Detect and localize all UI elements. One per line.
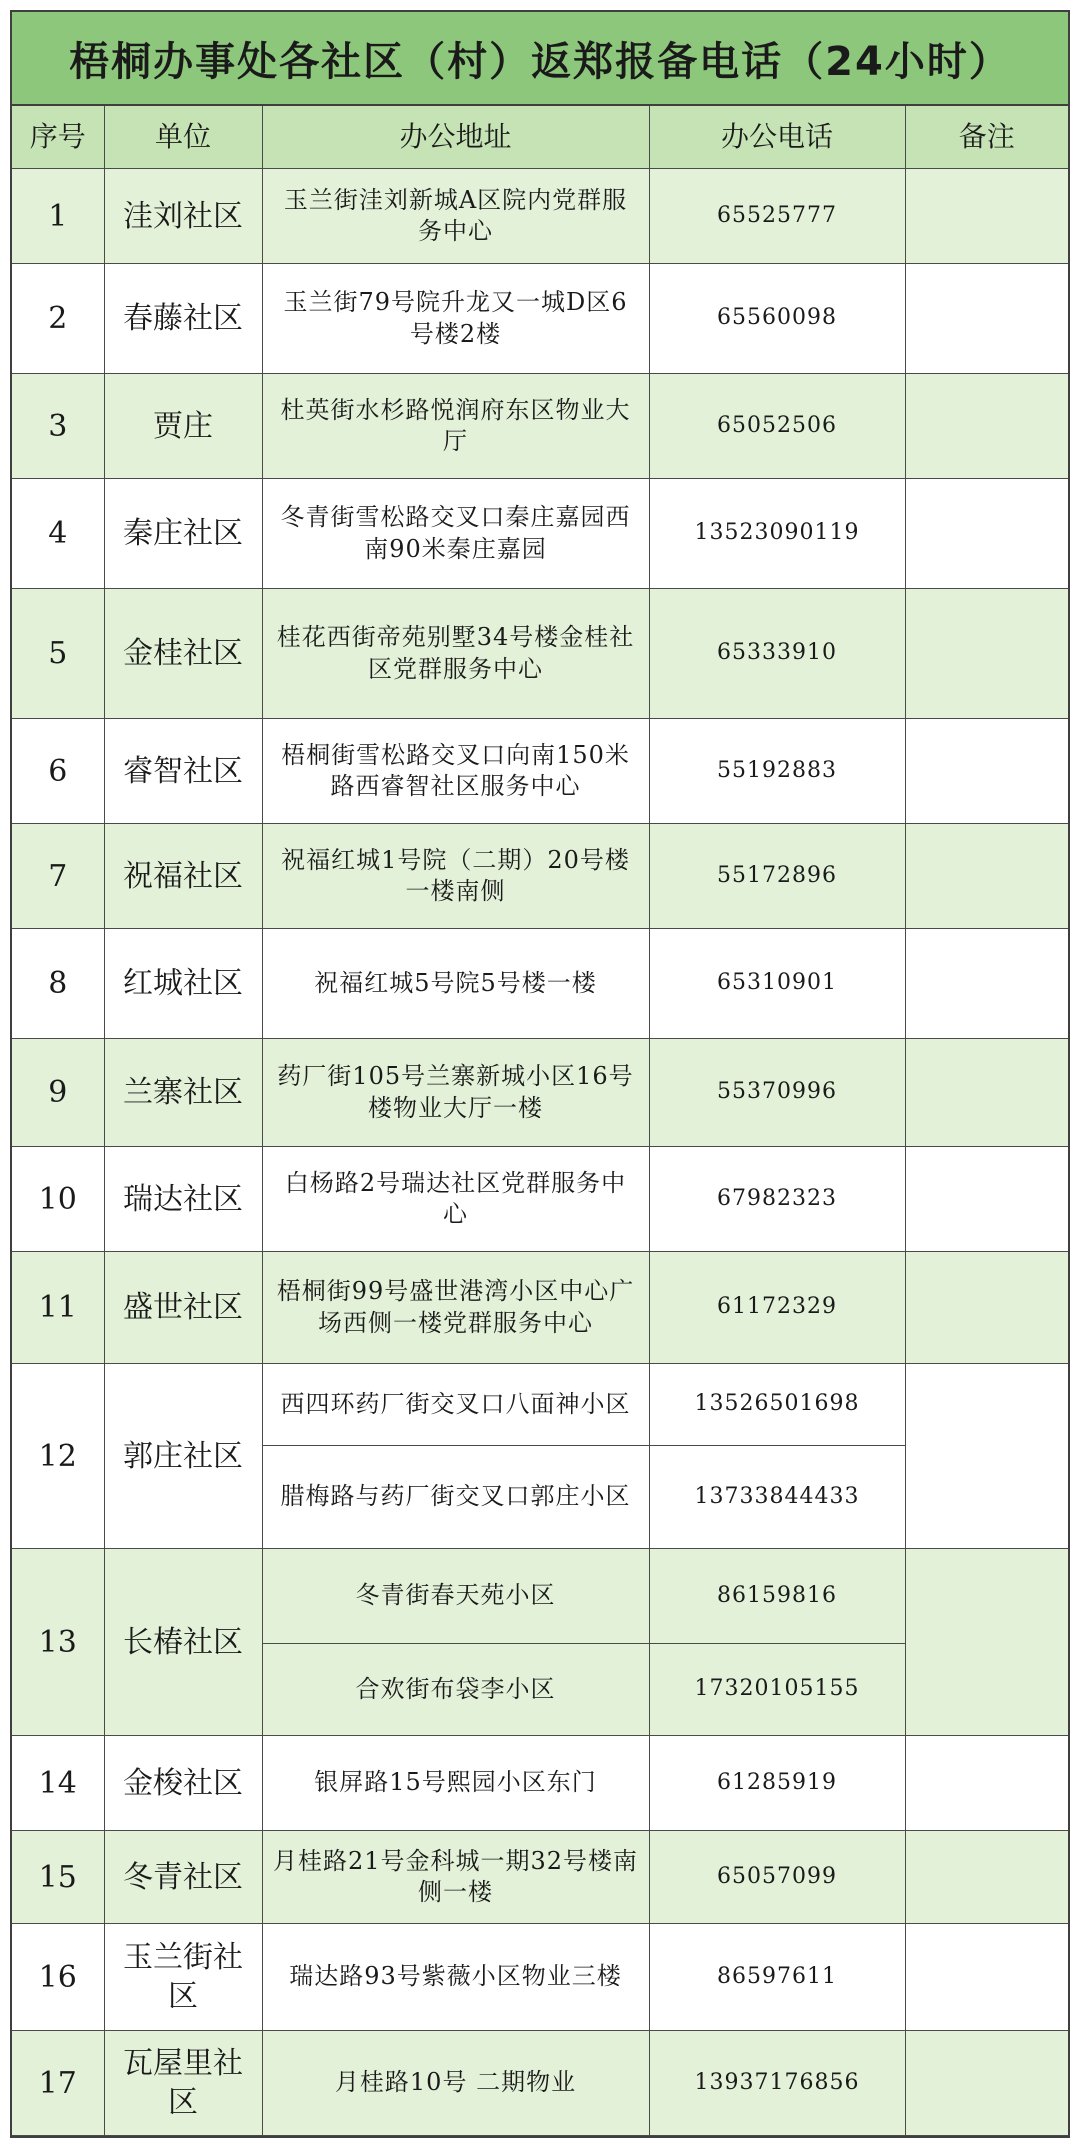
row-address: 冬青街春天苑小区 xyxy=(262,1549,649,1644)
row-note xyxy=(905,824,1068,929)
row-phone: 13523090119 xyxy=(649,479,905,589)
row-address: 冬青街雪松路交叉口秦庄嘉园西南90米秦庄嘉园 xyxy=(262,479,649,589)
row-seq: 13 xyxy=(12,1549,104,1736)
row-phone: 86159816 xyxy=(649,1549,905,1644)
row-note xyxy=(905,1736,1068,1831)
table-row xyxy=(12,589,1068,719)
row-seq: 4 xyxy=(12,479,104,589)
row-address: 玉兰街洼刘新城A区院内党群服务中心 xyxy=(262,169,649,264)
row-phone: 55172896 xyxy=(649,824,905,929)
row-phone: 67982323 xyxy=(649,1147,905,1252)
row-note xyxy=(905,1147,1068,1252)
row-seq: 11 xyxy=(12,1252,104,1364)
row-unit: 春藤社区 xyxy=(104,264,262,374)
row-seq: 2 xyxy=(12,264,104,374)
sheet-title: 梧桐办事处各社区（村）返郑报备电话（24小时） xyxy=(12,12,1068,106)
row-note xyxy=(905,1924,1068,2031)
row-note xyxy=(905,264,1068,374)
row-unit: 瓦屋里社区 xyxy=(104,2031,262,2136)
row-unit: 秦庄社区 xyxy=(104,479,262,589)
row-address: 药厂街105号兰寨新城小区16号楼物业大厅一楼 xyxy=(262,1039,649,1147)
row-phone: 61285919 xyxy=(649,1736,905,1831)
row-seq: 6 xyxy=(12,719,104,824)
row-note xyxy=(905,929,1068,1039)
row-phone: 65525777 xyxy=(649,169,905,264)
table-row xyxy=(12,1252,1068,1364)
row-unit: 金梭社区 xyxy=(104,1736,262,1831)
row-unit: 红城社区 xyxy=(104,929,262,1039)
row-phone: 65560098 xyxy=(649,264,905,374)
row-note xyxy=(905,1039,1068,1147)
contact-table xyxy=(12,106,1068,2136)
table-row xyxy=(12,929,1068,1039)
row-unit: 郭庄社区 xyxy=(104,1364,262,1549)
table-row xyxy=(12,169,1068,264)
row-address: 杜英街水杉路悦润府东区物业大厅 xyxy=(262,374,649,479)
table-row xyxy=(12,2031,1068,2136)
row-phone: 55370996 xyxy=(649,1039,905,1147)
row-phone: 17320105155 xyxy=(649,1644,905,1736)
row-unit: 盛世社区 xyxy=(104,1252,262,1364)
table-row xyxy=(12,1736,1068,1831)
row-address: 西四环药厂街交叉口八面神小区 xyxy=(262,1364,649,1446)
row-address: 祝福红城1号院（二期）20号楼一楼南侧 xyxy=(262,824,649,929)
row-phone: 65310901 xyxy=(649,929,905,1039)
table-row xyxy=(12,1924,1068,2031)
table-row xyxy=(12,719,1068,824)
row-note xyxy=(905,169,1068,264)
row-address: 合欢街布袋李小区 xyxy=(262,1644,649,1736)
row-unit: 睿智社区 xyxy=(104,719,262,824)
header-note: 备注 xyxy=(905,106,1068,169)
contact-sheet xyxy=(10,10,1070,2138)
row-unit: 金桂社区 xyxy=(104,589,262,719)
row-phone: 65333910 xyxy=(649,589,905,719)
row-phone: 55192883 xyxy=(649,719,905,824)
table-row xyxy=(12,1364,1068,1446)
row-phone: 13937176856 xyxy=(649,2031,905,2136)
row-phone: 65052506 xyxy=(649,374,905,479)
row-note xyxy=(905,374,1068,479)
row-note xyxy=(905,1831,1068,1924)
row-seq: 3 xyxy=(12,374,104,479)
row-address: 瑞达路93号紫薇小区物业三楼 xyxy=(262,1924,649,2031)
table-row xyxy=(12,374,1068,479)
row-address: 梧桐街99号盛世港湾小区中心广场西侧一楼党群服务中心 xyxy=(262,1252,649,1364)
row-unit: 长椿社区 xyxy=(104,1549,262,1736)
row-phone: 65057099 xyxy=(649,1831,905,1924)
row-address: 月桂路21号金科城一期32号楼南侧一楼 xyxy=(262,1831,649,1924)
row-note xyxy=(905,1252,1068,1364)
row-note xyxy=(905,2031,1068,2136)
row-phone: 86597611 xyxy=(649,1924,905,2031)
row-seq: 10 xyxy=(12,1147,104,1252)
row-seq: 8 xyxy=(12,929,104,1039)
table-header-row xyxy=(12,106,1068,169)
row-unit: 玉兰街社区 xyxy=(104,1924,262,2031)
table-row xyxy=(12,824,1068,929)
row-note xyxy=(905,589,1068,719)
table-row xyxy=(12,1549,1068,1644)
row-unit: 兰寨社区 xyxy=(104,1039,262,1147)
row-note xyxy=(905,1549,1068,1736)
row-unit: 祝福社区 xyxy=(104,824,262,929)
header-unit: 单位 xyxy=(104,106,262,169)
row-phone: 61172329 xyxy=(649,1252,905,1364)
row-seq: 16 xyxy=(12,1924,104,2031)
row-address: 腊梅路与药厂街交叉口郭庄小区 xyxy=(262,1446,649,1549)
row-phone: 13526501698 xyxy=(649,1364,905,1446)
row-seq: 14 xyxy=(12,1736,104,1831)
row-address: 桂花西街帝苑别墅34号楼金桂社区党群服务中心 xyxy=(262,589,649,719)
row-seq: 1 xyxy=(12,169,104,264)
row-address: 银屏路15号熙园小区东门 xyxy=(262,1736,649,1831)
table-row xyxy=(12,1147,1068,1252)
table-row xyxy=(12,479,1068,589)
row-unit: 贾庄 xyxy=(104,374,262,479)
row-note xyxy=(905,1364,1068,1549)
row-phone: 13733844433 xyxy=(649,1446,905,1549)
header-seq: 序号 xyxy=(12,106,104,169)
table-row xyxy=(12,1039,1068,1147)
row-note xyxy=(905,719,1068,824)
table-row xyxy=(12,1831,1068,1924)
row-address: 梧桐街雪松路交叉口向南150米路西睿智社区服务中心 xyxy=(262,719,649,824)
row-address: 祝福红城5号院5号楼一楼 xyxy=(262,929,649,1039)
header-address: 办公地址 xyxy=(262,106,649,169)
row-seq: 17 xyxy=(12,2031,104,2136)
row-address: 玉兰街79号院升龙又一城D区6号楼2楼 xyxy=(262,264,649,374)
table-row xyxy=(12,264,1068,374)
row-seq: 5 xyxy=(12,589,104,719)
row-address: 白杨路2号瑞达社区党群服务中心 xyxy=(262,1147,649,1252)
row-seq: 15 xyxy=(12,1831,104,1924)
row-address: 月桂路10号 二期物业 xyxy=(262,2031,649,2136)
row-unit: 冬青社区 xyxy=(104,1831,262,1924)
row-unit: 洼刘社区 xyxy=(104,169,262,264)
header-phone: 办公电话 xyxy=(649,106,905,169)
row-note xyxy=(905,479,1068,589)
row-seq: 9 xyxy=(12,1039,104,1147)
row-unit: 瑞达社区 xyxy=(104,1147,262,1252)
row-seq: 7 xyxy=(12,824,104,929)
row-seq: 12 xyxy=(12,1364,104,1549)
